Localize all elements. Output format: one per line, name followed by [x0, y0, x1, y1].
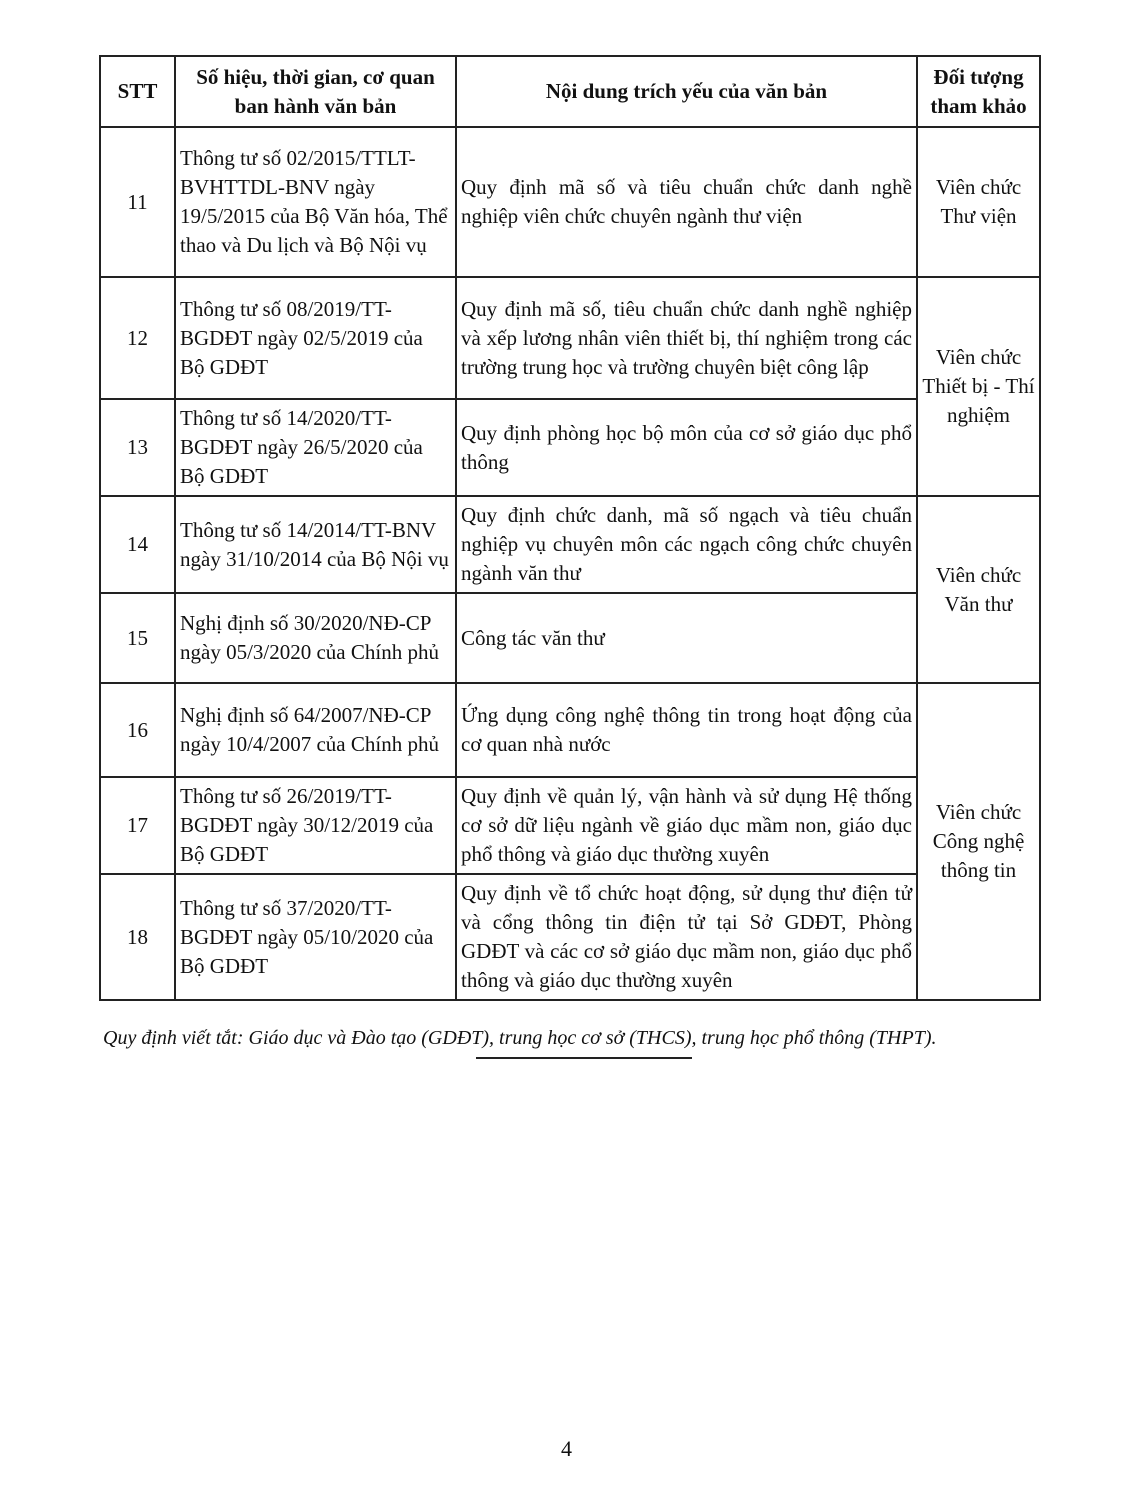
- row-issuer: Thông tư số 26/2019/TT-BGDĐT ngày 30/12/2019 của Bộ GDĐT: [175, 777, 456, 874]
- row-stt: 17: [100, 777, 175, 874]
- row-content: Quy định phòng học bộ môn của cơ sở giáo dục phổ thông: [456, 399, 917, 496]
- row-issuer: Nghị định số 64/2007/NĐ-CP ngày 10/4/2007 của Chính phủ: [175, 683, 456, 777]
- row-content: Quy định chức danh, mã số ngạch và tiêu chuẩn nghiệp vụ chuyên môn các ngạch công chức chuyên ngành văn thư: [456, 496, 917, 593]
- row-content: Quy định về tổ chức hoạt động, sử dụng thư điện tử và cổng thông tin điện tử tại Sở GDĐT, Phòng GDĐT và các cơ sở giáo dục mầm non, giáo dục phổ thông và giáo dục thường xuyên: [456, 874, 917, 1000]
- row-stt: 16: [100, 683, 175, 777]
- row-issuer: Thông tư số 14/2014/TT-BNV ngày 31/10/2014 của Bộ Nội vụ: [175, 496, 456, 593]
- row-issuer: Thông tư số 37/2020/TT-BGDĐT ngày 05/10/2020 của Bộ GDĐT: [175, 874, 456, 1000]
- table-row: [100, 127, 1040, 277]
- table-row: [100, 593, 1040, 683]
- divider-line: [476, 1057, 692, 1059]
- row-issuer: Nghị định số 30/2020/NĐ-CP ngày 05/3/2020 của Chính phủ: [175, 593, 456, 683]
- row-target: Viên chức Văn thư: [917, 496, 1040, 683]
- table-row: [100, 277, 1040, 399]
- header-content: Nội dung trích yếu của văn bản: [456, 56, 917, 127]
- table-row: [100, 683, 1040, 777]
- header-target: Đối tượng tham khảo: [917, 56, 1040, 127]
- row-stt: 14: [100, 496, 175, 593]
- row-issuer: Thông tư số 08/2019/TT-BGDĐT ngày 02/5/2019 của Bộ GDĐT: [175, 277, 456, 399]
- page-number: 4: [561, 1436, 572, 1461]
- row-target: Viên chức Công nghệ thông tin: [917, 683, 1040, 1000]
- row-content: Quy định về quản lý, vận hành và sử dụng Hệ thống cơ sở dữ liệu ngành về giáo dục mầm non, giáo dục phổ thông và giáo dục thường xuyên: [456, 777, 917, 874]
- row-content: Quy định mã số, tiêu chuẩn chức danh nghề nghiệp và xếp lương nhân viên thiết bị, thí nghiệm trong các trường trung học và trường chuyên biệt công lập: [456, 277, 917, 399]
- row-stt: 11: [100, 127, 175, 277]
- abbreviation-note: Quy định viết tắt: Giáo dục và Đào tạo (GDĐT), trung học cơ sở (THCS), trung học phổ thông (THPT).: [103, 1027, 937, 1049]
- row-stt: 15: [100, 593, 175, 683]
- table-row: [100, 777, 1040, 874]
- row-stt: 12: [100, 277, 175, 399]
- header-stt: STT: [100, 56, 175, 127]
- row-content: Ứng dụng công nghệ thông tin trong hoạt động của cơ quan nhà nước: [456, 683, 917, 777]
- reference-documents-table: [99, 55, 1041, 1001]
- row-stt: 13: [100, 399, 175, 496]
- table-header-row: [100, 56, 1040, 127]
- row-stt: 18: [100, 874, 175, 1000]
- table-row: [100, 496, 1040, 593]
- row-issuer: Thông tư số 14/2020/TT-BGDĐT ngày 26/5/2020 của Bộ GDĐT: [175, 399, 456, 496]
- table-row: [100, 874, 1040, 1000]
- row-content: Quy định mã số và tiêu chuẩn chức danh nghề nghiệp viên chức chuyên ngành thư viện: [456, 127, 917, 277]
- row-target: Viên chức Thiết bị - Thí nghiệm: [917, 277, 1040, 496]
- row-issuer: Thông tư số 02/2015/TTLT-BVHTTDL-BNV ngày 19/5/2015 của Bộ Văn hóa, Thể thao và Du lịch và Bộ Nội vụ: [175, 127, 456, 277]
- row-content: Công tác văn thư: [456, 593, 917, 683]
- row-target: Viên chức Thư viện: [917, 127, 1040, 277]
- header-issuer: Số hiệu, thời gian, cơ quan ban hành văn bản: [175, 56, 456, 127]
- table-row: [100, 399, 1040, 496]
